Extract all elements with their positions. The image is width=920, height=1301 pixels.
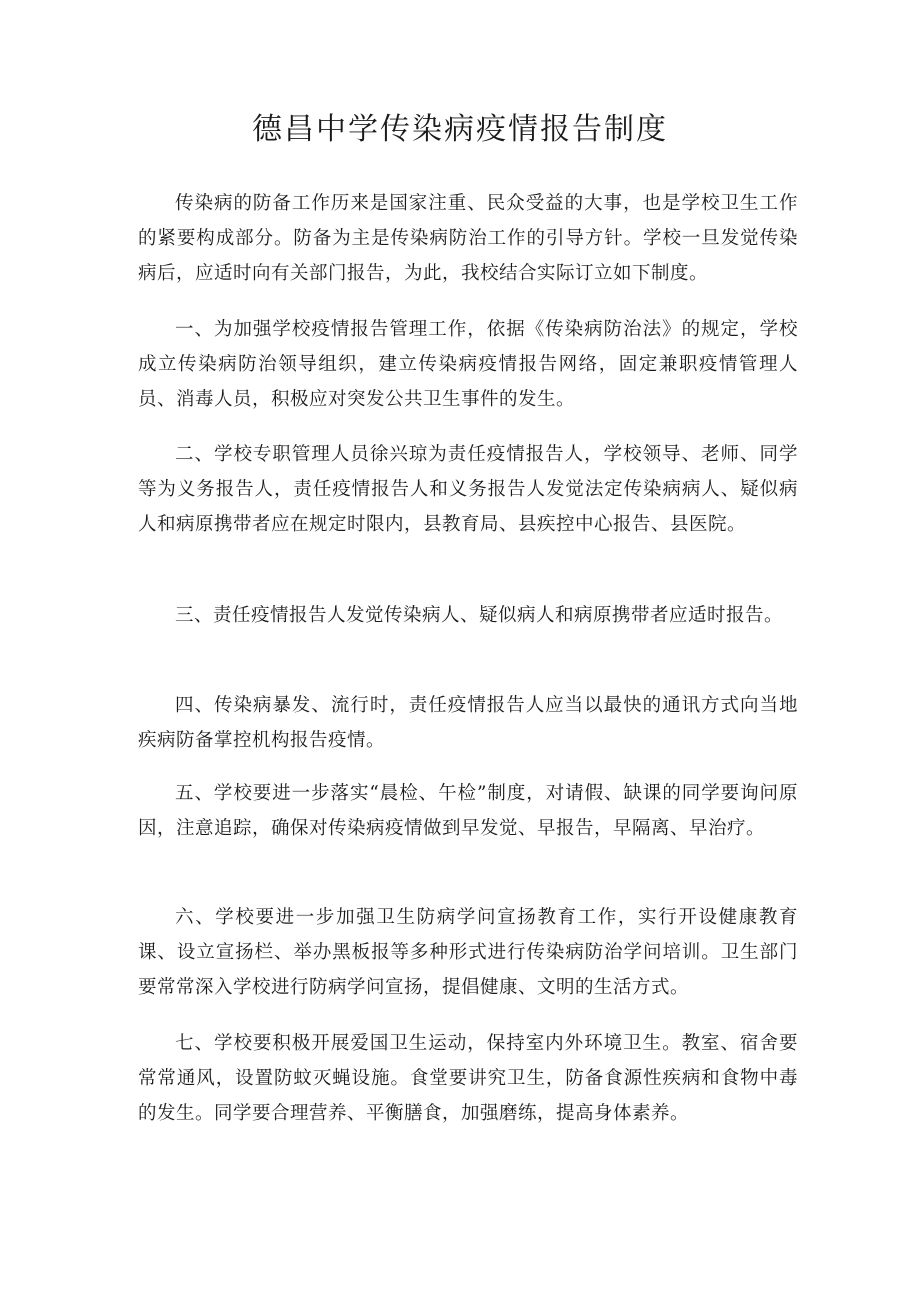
- document-title: 德昌中学传染病疫情报告制度: [252, 112, 668, 147]
- clause-6-paragraph: 六、学校要进一步加强卫生防病学问宣扬教育工作，实行开设健康教育课、设立宣扬栏、举办黑板报等多种形式进行传染病防治学问培训。卫生部门要常常深入学校进行防病学问宣扬，提倡健康、文明的生活方式。: [138, 907, 798, 998]
- clause-5-paragraph: 五、学校要进一步落实“晨检、午检”制度，对请假、缺课的同学要询问原因，注意追踪，确保对传染病疫情做到早发觉、早报告，早隔离、早治疗。: [138, 783, 798, 839]
- clause-4-paragraph: 四、传染病暴发、流行时，责任疫情报告人应当以最快的通讯方式向当地疾病防备掌控机构报告疫情。: [138, 695, 798, 751]
- intro-paragraph: 传染病的防备工作历来是国家注重、民众受益的大事，也是学校卫生工作的紧要构成部分。防备为主是传染病防治工作的引导方针。学校一旦发觉传染病后，应适时向有关部门报告，为此，我校结合实际订立如下制度。: [138, 193, 798, 284]
- clause-3-paragraph: 三、责任疫情报告人发觉传染病人、疑似病人和病原携带者应适时报告。: [175, 605, 784, 626]
- clause-1-paragraph: 一、为加强学校疫情报告管理工作，依据《传染病防治法》的规定，学校成立传染病防治领导组织，建立传染病疫情报告网络，固定兼职疫情管理人员、消毒人员，积极应对突发公共卫生事件的发生。: [138, 319, 798, 410]
- clause-7-paragraph: 七、学校要积极开展爱国卫生运动，保持室内外环境卫生。教室、宿舍要常常通风，设置防蚊灭蝇设施。食堂要讲究卫生，防备食源性疾病和食物中毒的发生。同学要合理营养、平衡膳食，加强磨练，提高身体素养。: [138, 1033, 798, 1124]
- clause-2-paragraph: 二、学校专职管理人员徐兴琼为责任疫情报告人，学校领导、老师、同学等为义务报告人，责任疫情报告人和义务报告人发觉法定传染病病人、疑似病人和病原携带者应在规定时限内，县教育局、县疾控中心报告、县医院。: [138, 444, 798, 535]
